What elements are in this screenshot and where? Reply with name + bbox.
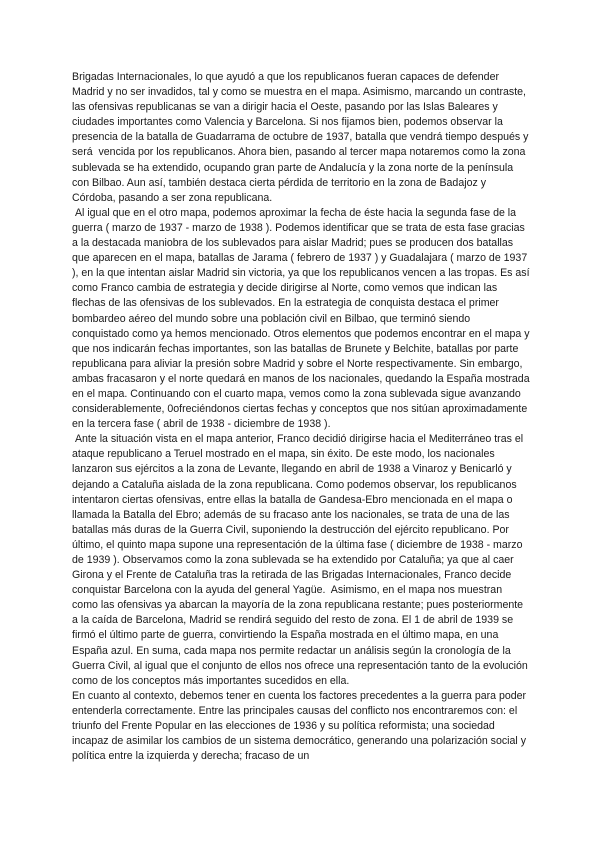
paragraph-2: Al igual que en el otro mapa, podemos aproximar la fecha de éste hacia la segunda fase de la guerra ( marzo de 1937 - marzo de 1938 ). Podemos identificar que se trata de esta fase gracias a la destacada maniobra de los sublevados para aislar Madrid; pues se producen dos batallas que aparecen en el mapa, batallas de Jarama ( febrero de 1937 ) y Guadalajara ( marzo de 1937 ), en la que intentan aislar Madrid sin victoria, ya que los republicanos vencen a las tropas. Es así como Franco cambia de estrategia y decide dirigirse al Norte, como vemos que indican las flechas de las ofensivas de los sublevados. En la estrategia de conquista destaca el primer bombardeo aéreo del mundo sobre una población civil en Bilbao, que terminó siendo conquistado como ya hemos mencionado. Otros elementos que podemos encontrar en el mapa y que nos indicarán fechas importantes, son las batallas de Brunete y Belchite, batallas por parte republicana para aliviar la presión sobre Madrid y sobre el Norte respectivamente. Sin embargo, ambas fracasaron y el norte quedará en manos de los nacionales, quedando la España mostrada en el mapa. Continuando con el cuarto mapa, vemos como la zona sublevada sigue avanzando considerablemente, 0ofreciéndonos ciertas fechas y conceptos que nos sitúan aproximadamente en la tercera fase ( abril de 1938 - diciembre de 1938 ). (72, 206, 533, 431)
body-text (72, 70, 533, 764)
paragraph-4: En cuanto al contexto, debemos tener en cuenta los factores precedentes a la guerra para poder entenderla correctamente. Entre las principales causas del conflicto nos encontraremos con: el triunfo del Frente Popular en las elecciones de 1936 y su política reformista; una sociedad incapaz de asimilar los cambios de un sistema democrático, generando una polarización social y política entre la izquierda y derecha; fracaso de un (72, 689, 530, 763)
paragraph-3: Ante la situación vista en el mapa anterior, Franco decidió dirigirse hacia el Mediterráneo tras el ataque republicano a Teruel mostrado en el mapa, sin éxito. De este modo, los nacionales lanzaron sus ejércitos a la zona de Levante, llegando en abril de 1938 a Vinaroz y Benicarló y dejando a Cataluña aislada de la zona republicana. Como podemos observar, los republicanos intentaron ciertas ofensivas, entre ellas la batalla de Gandesa-Ebro mencionada en el mapa o llamada la Batalla del Ebro; además de su fracaso ante los nacionales, se trata de una de las batallas más duras de la Guerra Civil, suponiendo la destrucción del ejército republicano. Por último, el quinto mapa supone una representación de la última fase ( diciembre de 1938 - marzo de 1939 ). Observamos como la zona sublevada se ha extendido por Cataluña; ya que al caer Girona y el Frente de Cataluña tras la retirada de las Brigadas Internacionales, Franco decide conquistar Barcelona con la ayuda del general Yagüe. Asimismo, en el mapa nos muestran como las ofensivas ya abarcan la mayoría de la zona republicana restante; pues posteriormente a la caída de Barcelona, Madrid se rendirá seguido del resto de zona. El 1 de abril de 1939 se firmó el último parte de guerra, convirtiendo la España mostrada en el último mapa, en una España azul. En suma, cada mapa nos permite redactar un análisis según la cronología de la Guerra Civil, al igual que el conjunto de ellos nos ofrece una representación tanto de la evolución como de los conceptos más importantes sucedidos en ella. (72, 433, 531, 687)
paragraph-1: Brigadas Internacionales, lo que ayudó a que los republicanos fueran capaces de defender Madrid y no ser invadidos, tal y como se muestra en el mapa. Asimismo, marcando un contraste, las ofensivas republicanas se van a dirigir hacia el Oeste, pasando por las Islas Baleares y ciudades importantes como Valencia y Barcelona. Si nos fijamos bien, podemos observar la presencia de la batalla de Guadarrama de octubre de 1937, batalla que vendrá tiempo después y será vencida por los republicanos. Ahora bien, pasando al tercer mapa notaremos como la zona sublevada se ha extendido, ocupando gran parte de Andalucía y la zona norte de la península con Bilbao. Aun así, también destaca cierta pérdida de territorio en la zona de Badajoz y Córdoba, pasando a ser zona republicana. (72, 71, 532, 204)
